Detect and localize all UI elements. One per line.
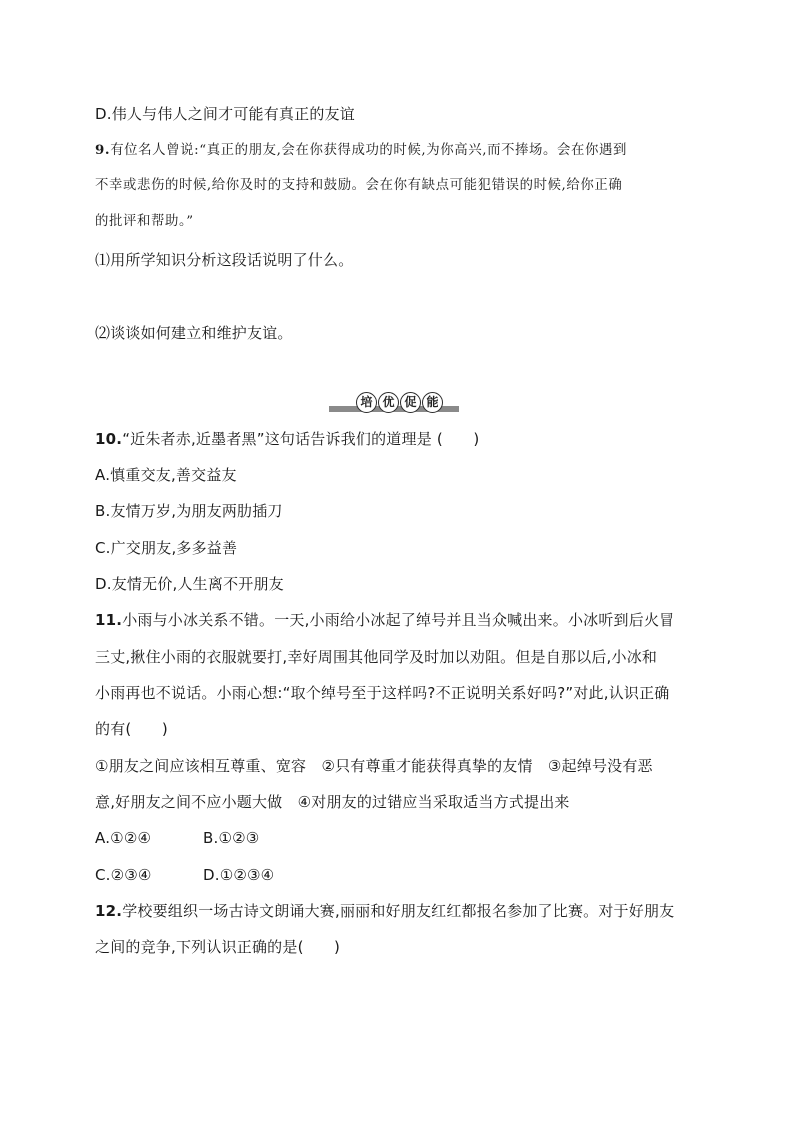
q11-option-c: C.②③④ — [95, 866, 152, 884]
q11-option-b: B.①②③ — [203, 829, 260, 847]
q10-option-c: C.广交朋友,多多益善 — [95, 539, 238, 557]
q11-text-line-1: 小雨与小冰关系不错。一天,小雨给小冰起了绰号并且当众喊出来。小冰听到后火冒 — [122, 611, 675, 629]
q11-statements-line-1: ①朋友之间应该相互尊重、宽容 ②只有尊重才能获得真挚的友情 ③起绰号没有恶 — [95, 757, 653, 775]
q9-sub-question-2: ⑵谈谈如何建立和维护友谊。 — [95, 324, 293, 342]
q12-number: 12. — [95, 902, 123, 920]
q10-option-a: A.慎重交友,善交益友 — [95, 466, 237, 484]
q9-text-line-3: 的批评和帮助。” — [95, 214, 194, 229]
q12-stem-line-1 — [95, 901, 674, 921]
banner-chars — [356, 392, 443, 413]
q10-stem — [95, 429, 479, 449]
q11-text-line-3: 小雨再也不说话。小雨心想:“取个绰号至于这样吗?不正说明关系好吗?”对此,认识正确 — [95, 684, 670, 702]
q10-option-d: D.友情无价,人生离不开朋友 — [95, 575, 284, 593]
q9-text-line-1: 有位名人曾说:“真正的朋友,会在你获得成功的时候,为你高兴,而不捧场。会在你遇到 — [110, 143, 627, 158]
q10-number: 10. — [95, 430, 123, 448]
q11-text-line-2: 三丈,揪住小雨的衣服就要打,幸好周围其他同学及时加以劝阻。但是自那以后,小冰和 — [95, 648, 658, 666]
q12-text-line-1: 学校要组织一场古诗文朗诵大赛,丽丽和好朋友红红都报名参加了比赛。对于好朋友 — [122, 902, 675, 920]
banner-char: 促 — [400, 392, 421, 413]
q9-sub-question-1: ⑴用所学知识分析这段话说明了什么。 — [95, 251, 354, 269]
q10-option-b: B.友情万岁,为朋友两肋插刀 — [95, 502, 283, 520]
banner-char: 优 — [378, 392, 399, 413]
q11-text-line-4: 的有( ) — [95, 720, 168, 738]
q11-statements-line-2: 意,好朋友之间不应小题大做 ④对朋友的过错应当采取适当方式提出来 — [95, 793, 570, 811]
q11-number: 11. — [95, 611, 123, 629]
q11-option-d: D.①②③④ — [203, 866, 275, 884]
banner-char: 能 — [422, 392, 443, 413]
q11-stem-line-1 — [95, 610, 674, 630]
banner-char: 培 — [356, 392, 377, 413]
q10-stem-text: “近朱者赤,近墨者黑”这句话告诉我们的道理是 ( ) — [122, 430, 480, 448]
q8-option-d: D.伟人与伟人之间才可能有真正的友谊 — [95, 105, 355, 123]
q9-stem-line-1 — [95, 140, 627, 161]
q12-text-line-2: 之间的竞争,下列认识正确的是( ) — [95, 938, 341, 956]
q11-option-a: A.①②④ — [95, 829, 152, 847]
section-banner — [329, 392, 459, 416]
q9-number: 9. — [95, 142, 111, 158]
q9-text-line-2: 不幸或悲伤的时候,给你及时的支持和鼓励。会在你有缺点可能犯错误的时候,给你正确 — [95, 178, 623, 193]
